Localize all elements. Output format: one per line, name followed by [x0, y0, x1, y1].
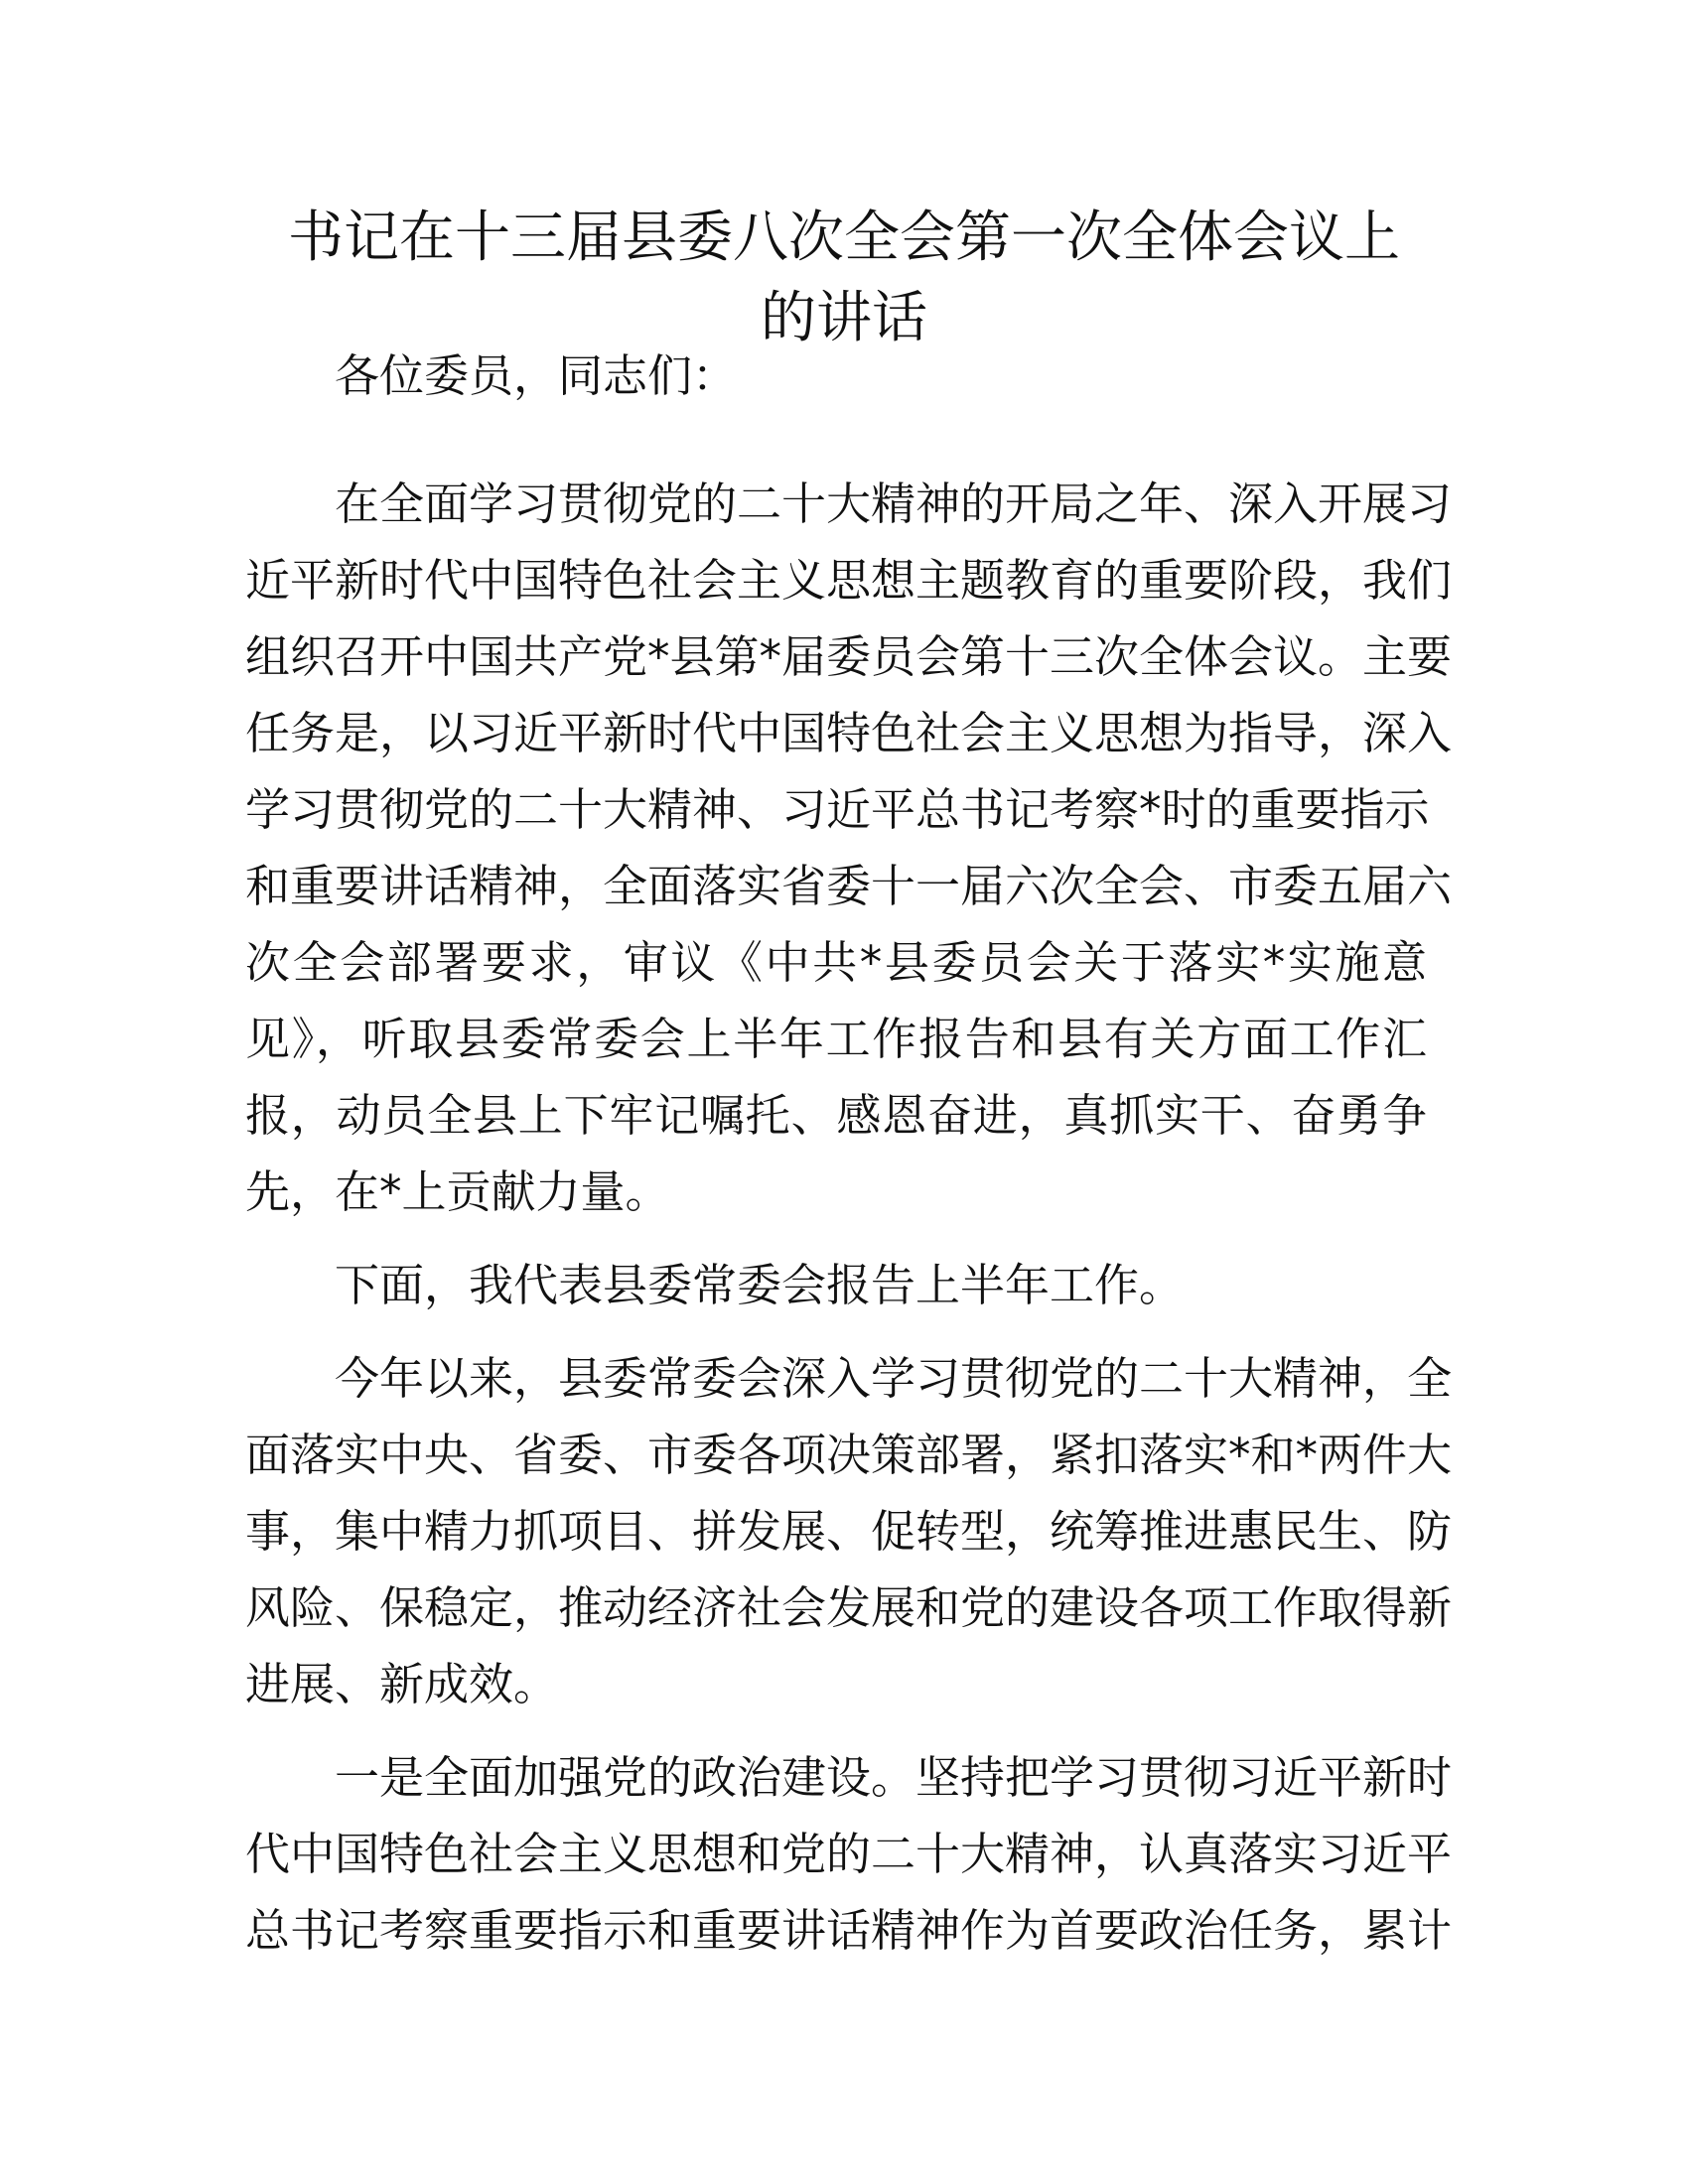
paragraph [245, 466, 1453, 1230]
document-title [199, 198, 1489, 358]
paragraph-line: 面落实中央、省委、市委各项决策部署，紧扣落实*和*两件大 [245, 1429, 1453, 1481]
paragraph-line: 组织召开中国共产党*县第*届委员会第十三次全体会议。主要 [245, 630, 1453, 683]
paragraph-line: 报，动员全县上下牢记嘱托、感恩奋进，真抓实干、奋勇争 [245, 1089, 1427, 1142]
paragraph [245, 1739, 1453, 1969]
title-line: 的讲话 [761, 286, 927, 350]
paragraph [245, 1247, 1427, 1323]
paragraph-line: 和重要讲话精神，全面落实省委十一届六次全会、市委五届六 [245, 860, 1453, 912]
paragraph-line: 总书记考察重要指示和重要讲话精神作为首要政治任务，累计 [245, 1904, 1453, 1957]
title-line: 书记在十三届县委八次全会第一次全体会议上 [288, 205, 1400, 270]
paragraph-line: 进展、新成效。 [245, 1658, 559, 1710]
paragraph-line: 学习贯彻党的二十大精神、习近平总书记考察*时的重要指示 [245, 783, 1430, 836]
paragraph-line: 次全会部署要求，审议《中共*县委员会关于落实*实施意 [245, 936, 1427, 989]
salutation: 各位委员，同志们： [335, 349, 738, 402]
document-body [245, 338, 1453, 1985]
paragraph [245, 1340, 1453, 1722]
paragraph-line: 风险、保稳定，推动经济社会发展和党的建设各项工作取得新 [245, 1581, 1453, 1634]
paragraph-line: 在全面学习贯彻党的二十大精神的开局之年、深入开展习 [335, 478, 1453, 530]
paragraph-line: 事，集中精力抓项目、拼发展、促转型，统筹推进惠民生、防 [245, 1505, 1453, 1558]
paragraph-line: 一是全面加强党的政治建设。坚持把学习贯彻习近平新时 [335, 1751, 1453, 1804]
paragraph-line: 近平新时代中国特色社会主义思想主题教育的重要阶段，我们 [245, 554, 1453, 607]
paragraph-line: 任务是，以习近平新时代中国特色社会主义思想为指导，深入 [245, 707, 1453, 759]
paragraph-line: 见》，听取县委常委会上半年工作报告和县有关方面工作汇 [245, 1013, 1427, 1065]
paragraph-line: 今年以来，县委常委会深入学习贯彻党的二十大精神，全 [335, 1352, 1453, 1405]
paragraph-line: 先，在*上贡献力量。 [245, 1165, 670, 1218]
paragraph-line: 代中国特色社会主义思想和党的二十大精神，认真落实习近平 [245, 1828, 1453, 1880]
paragraph-line: 下面，我代表县委常委会报告上半年工作。 [335, 1259, 1185, 1311]
